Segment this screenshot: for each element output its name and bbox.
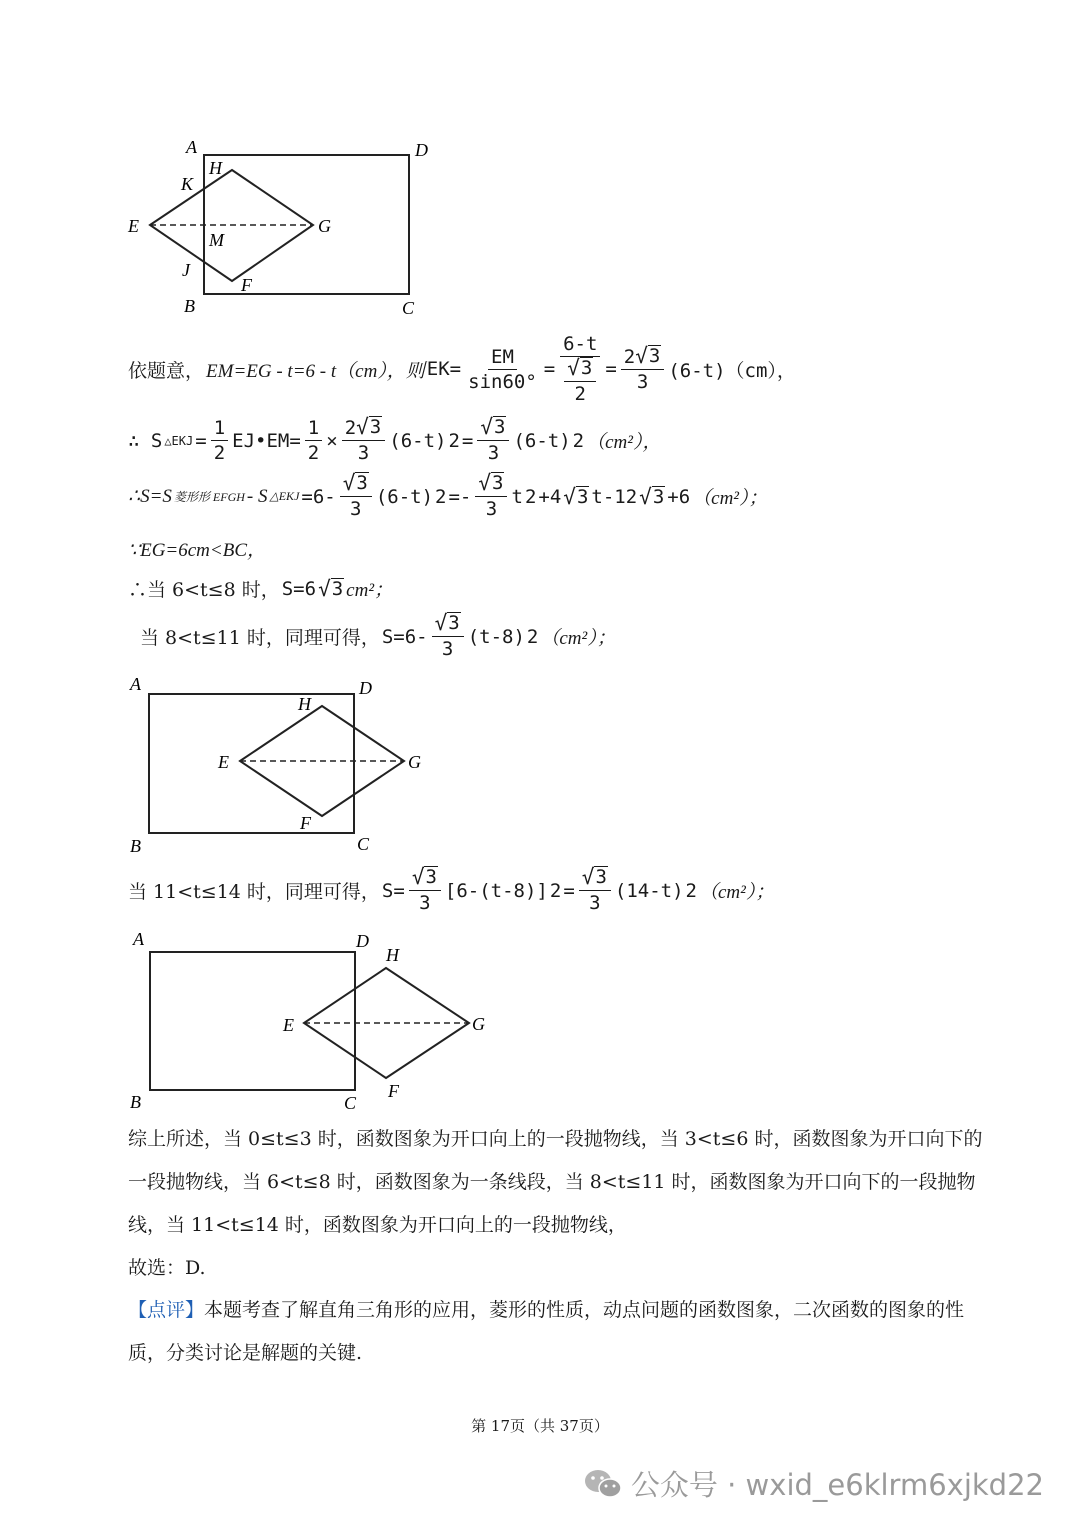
exponent: 2 <box>549 879 562 902</box>
unit: （cm²）； <box>698 882 775 903</box>
fraction-2sqrt3-3: 2 √ 3 3 <box>621 345 665 394</box>
line-ek <box>128 332 796 406</box>
paren: (6-t) <box>375 485 434 508</box>
label-M: M <box>209 230 224 250</box>
radicand: 3 <box>369 416 382 438</box>
text-ejem: EJ•EM= <box>232 429 301 452</box>
subscript: △EKJ <box>269 489 300 503</box>
frac-num: EM <box>488 345 517 370</box>
equals: = <box>605 358 617 380</box>
fraction-sqrt3: √ 3 3 <box>409 866 441 915</box>
label-D: D <box>415 140 428 160</box>
radicand: 3 <box>580 357 593 379</box>
text-t-12: t-12 <box>591 485 638 508</box>
equals: =- <box>448 485 472 508</box>
times: × <box>326 429 338 452</box>
summary-paragraph: 综上所述，当 0≤t≤3 时，函数图象为开口向上的一段抛物线，当 3<t≤6 时，函数图象为开口向下的一段抛物线，当 6<t≤8 时，函数图象为一条线段，当 8<t≤11 时，函数图象为开口向下的一段抛物线，当 11<t≤14 时，函数图象为开口向上的一段抛物线， <box>128 1128 983 1236</box>
label-B: B <box>184 296 195 316</box>
frac-den: sin60° <box>468 370 537 393</box>
frac-den: 3 <box>441 638 454 660</box>
page-footer: 第 17页（共 37页） <box>471 1417 609 1435</box>
label-E: E <box>128 216 139 236</box>
exponent: 2 <box>526 625 539 648</box>
frac-den: 2 <box>307 442 320 464</box>
radicand: 3 <box>576 485 589 508</box>
label-E: E <box>218 752 229 772</box>
fraction-half <box>211 416 228 465</box>
plus-4: +4 <box>538 485 562 508</box>
label-F: F <box>241 275 252 295</box>
paren: (t-8) <box>467 625 525 648</box>
frac-den: √ 3 2 <box>559 357 601 406</box>
coef: 2 <box>623 345 636 368</box>
equals: = <box>563 879 575 902</box>
text-s: S= <box>381 879 405 902</box>
radicand: 3 <box>494 416 506 438</box>
remark-text: 本题考查了解直角三角形的应用，菱形的性质，动点问题的函数图象，二次函数的图象的性质，分类讨论是解题的关键. <box>128 1299 965 1364</box>
remark-paragraph <box>128 1289 988 1375</box>
equals: =6- <box>301 485 336 508</box>
radicand: 3 <box>595 866 607 888</box>
label-C: C <box>402 298 415 318</box>
line-s-ekj <box>128 416 661 465</box>
line-case-8-11 <box>140 612 616 661</box>
frac-den: 3 <box>589 892 601 914</box>
fraction-sqrt3: √ 3 3 <box>477 416 509 465</box>
figure-2-diagram <box>120 672 440 862</box>
label-B: B <box>130 1092 141 1112</box>
paren: (6-t) <box>513 429 571 452</box>
label-A: A <box>133 929 144 949</box>
unit: cm²； <box>346 580 394 601</box>
radicand: 3 <box>331 577 344 600</box>
label-H: H <box>209 158 222 178</box>
line-case-11-14 <box>128 866 774 915</box>
answer-line: 故选：D. <box>128 1257 206 1279</box>
text-s6: S=6 <box>281 577 317 600</box>
fraction-sqrt3-2: √ 3 3 <box>475 472 507 521</box>
text-minus-s: - S <box>246 485 268 507</box>
unit: （cm²）， <box>586 432 662 453</box>
frac-den: 3 <box>485 498 498 520</box>
paren: (6-t) <box>389 429 447 452</box>
label-G: G <box>472 1014 485 1034</box>
frac-num: 1 <box>211 416 228 441</box>
watermark <box>583 1463 1044 1504</box>
frac-num: 6-t <box>560 332 600 357</box>
exponent: 2 <box>685 879 697 902</box>
label-A: A <box>130 674 141 694</box>
label-C: C <box>357 834 370 854</box>
unit: （cm²）； <box>692 488 768 509</box>
label-H: H <box>386 945 399 965</box>
frac-den: 3 <box>419 892 431 914</box>
fraction-half-2 <box>305 416 322 465</box>
text-em: EM=EG - t=6 - t（cm），则 <box>206 360 425 382</box>
line-s-total: ∴S=S 菱形形 EFGH - S △EKJ =6- √ 3 3 (6-t) 2 =- √ 3 3 t 2 +4 √ 3 t-12 √ 3 +6 （cm²）； <box>128 471 768 520</box>
remark-tag: 【点评】 <box>128 1299 205 1321</box>
radicand: 3 <box>648 344 661 367</box>
unit: （cm²）； <box>540 628 616 649</box>
frac-den: 3 <box>636 370 649 393</box>
fraction-sqrt3: √ 3 3 <box>432 612 464 661</box>
radicand: 3 <box>652 485 665 508</box>
frac-den: 3 <box>487 442 500 464</box>
label-J: J <box>182 260 190 280</box>
wechat-icon <box>583 1467 623 1501</box>
equals: = <box>195 429 207 452</box>
radicand: 3 <box>356 472 368 494</box>
subscript: △EKJ <box>164 433 194 448</box>
coef: 2 <box>344 417 357 439</box>
text-yitiyi: 依题意， <box>128 359 205 382</box>
text-s: ∴S=S <box>128 486 172 507</box>
text-case: ∴当 6<t≤8 时， <box>128 579 280 601</box>
text-ek: EK= <box>426 358 462 380</box>
fraction-6t-sqrt3 <box>559 332 601 406</box>
therefore-s: ∴ S <box>128 429 163 452</box>
bracket: [6-(t-8)] <box>444 879 548 902</box>
label-G: G <box>318 216 331 236</box>
subscript: 菱形形 EFGH <box>173 490 245 504</box>
label-E: E <box>283 1015 294 1035</box>
fraction-em-sin60 <box>465 345 540 394</box>
text-case: 当 8<t≤11 时，同理可得， <box>140 627 380 649</box>
fraction-sqrt3: √ 3 3 <box>340 472 372 521</box>
label-A: A <box>186 137 197 157</box>
label-D: D <box>356 931 369 951</box>
label-C: C <box>344 1093 357 1113</box>
text-s: S=6- <box>381 625 428 648</box>
fraction-sqrt3-2: √ 3 3 <box>579 866 611 915</box>
var-t: t <box>511 485 523 508</box>
label-G: G <box>408 752 421 772</box>
text-tail: (6-t)（cm）， <box>668 359 796 382</box>
equals: = <box>461 429 474 452</box>
line-case-6-8: ∴当 6<t≤8 时， S=6 √ 3 cm²； <box>128 576 394 601</box>
exponent: 2 <box>435 485 447 508</box>
figure-3-diagram <box>120 925 500 1115</box>
radicand: 3 <box>425 866 437 888</box>
paren: (14-t) <box>614 879 684 902</box>
exponent: 2 <box>448 429 460 452</box>
watermark-text: 公众号 · wxid_e6klrm6xjkd22 <box>630 1468 1044 1502</box>
label-F: F <box>388 1081 399 1101</box>
label-F: F <box>300 813 311 833</box>
label-B: B <box>130 836 141 856</box>
frac-den: 3 <box>357 442 370 464</box>
fraction-2sqrt3: 2 √ 3 3 <box>342 416 386 465</box>
exponent: 2 <box>572 429 585 452</box>
equals: = <box>543 358 556 380</box>
exponent: 2 <box>524 485 537 508</box>
text-case: 当 11<t≤14 时，同理可得， <box>128 881 380 903</box>
plus-6: +6 <box>667 485 691 508</box>
label-D: D <box>359 678 372 698</box>
radicand: 3 <box>448 612 460 634</box>
label-K: K <box>181 174 194 194</box>
label-H: H <box>298 694 311 714</box>
frac-den: 3 <box>350 498 362 520</box>
frac-num: 1 <box>305 416 322 441</box>
frac-den: 2 <box>574 383 586 405</box>
line-eg: ∵EG=6cm<BC， <box>128 540 266 561</box>
figure-1-diagram <box>120 135 440 320</box>
frac-den: 2 <box>213 442 226 464</box>
radicand: 3 <box>492 472 504 494</box>
